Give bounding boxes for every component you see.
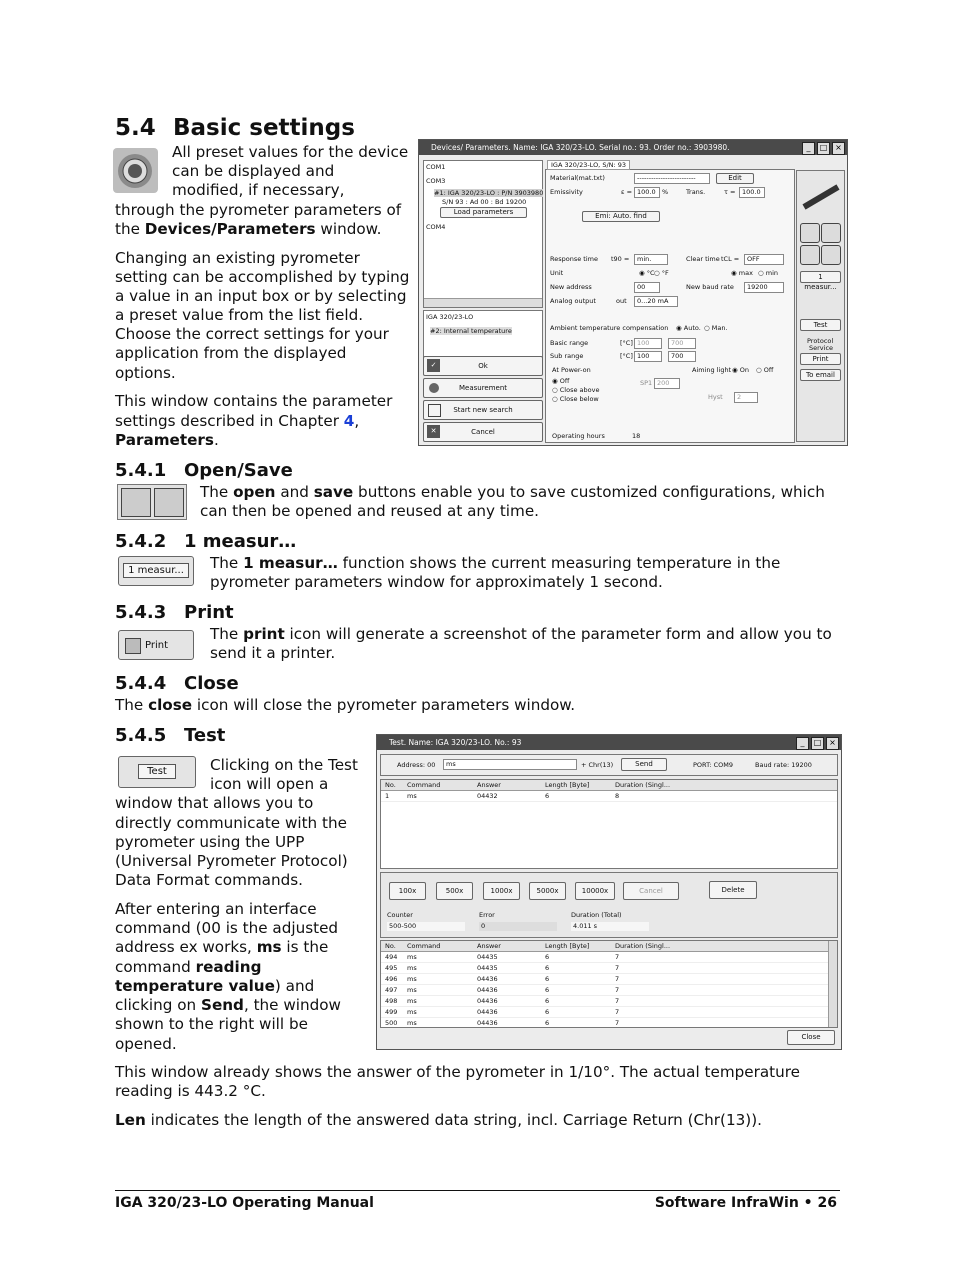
footer-left: IGA 320/23-LO Operating Manual (115, 1195, 374, 1211)
para2-line4: a preset value from the list field. (115, 306, 364, 324)
sub542-line2: pyrometer parameters window for approximately 1 second. (210, 573, 663, 591)
table-cell: 495 (385, 964, 398, 972)
sub543-line2: send it a printer. (210, 644, 336, 662)
address-select[interactable]: 00 (634, 282, 660, 293)
light-icon[interactable] (821, 223, 841, 243)
printer-icon (125, 638, 141, 654)
start-search-button[interactable]: Start new search (423, 400, 543, 420)
close-above-radio[interactable]: ○ Close above (552, 386, 600, 394)
para1-line2: can be displayed and (172, 162, 335, 180)
table-cell: 7 (615, 964, 620, 972)
measurement-icon (429, 383, 439, 393)
power-off-radio[interactable]: ◉ Off (552, 377, 570, 385)
close-icon[interactable]: × (826, 737, 839, 750)
table-cell: 497 (385, 986, 398, 994)
table-cell: 499 (385, 1008, 398, 1016)
device-tree: COM1 COM3 #1: IGA 320/23-LO : P/N 3903980 S/N 93 : Ad 00 : Bd 19200 Load parameters COM4 (423, 160, 543, 308)
repeat-result-table (380, 940, 838, 1028)
test-button[interactable]: Test (800, 319, 841, 331)
table-header: No. Command Answer Length [Byte] Duration (Singl... (381, 941, 837, 952)
table-row[interactable] (381, 1018, 837, 1029)
para1-line5: the Devices/Parameters window. (115, 220, 382, 238)
command-input[interactable]: ms (443, 759, 577, 770)
unit-f-radio[interactable]: ○ °F (654, 269, 669, 277)
repeat-500x-button[interactable]: 500x (436, 882, 473, 900)
tree-scrollbar[interactable] (424, 298, 542, 307)
refresh-icon[interactable] (800, 223, 820, 243)
internal-temp-entry[interactable]: #2: Internal temperature (430, 327, 512, 335)
sub543-line1: The print icon will generate a screenshot of the parameter form and allow you to (210, 625, 832, 643)
sp1-input: 200 (654, 378, 680, 389)
auto-radio[interactable]: ◉ Auto. (676, 324, 701, 332)
sub545-p2-l7: shown to the right will be (115, 1015, 308, 1033)
cancel-button[interactable]: ✕ Cancel (423, 422, 543, 442)
sensor-list: IGA 320/23-LO #2: Internal temperature (423, 310, 543, 358)
table-cell: 7 (615, 1008, 620, 1016)
sub545-p1-l4: directly communicate with the (115, 814, 347, 832)
save-icon (154, 488, 184, 517)
chapter-link[interactable]: 4 (343, 412, 355, 430)
para2-line7: options. (115, 364, 176, 382)
table-cell: 496 (385, 975, 398, 983)
ok-button[interactable]: ✓ Ok (423, 356, 543, 376)
response-time-select[interactable]: min. (634, 254, 668, 265)
sub544-heading: 5.4.4 Close (115, 673, 239, 694)
basic-range-to: 700 (668, 338, 696, 349)
table-cell: ms (407, 1008, 417, 1016)
sub545-p2-l6: clicking on Send, the window (115, 996, 341, 1014)
hyst-input: 2 (734, 392, 758, 403)
para2-line2: setting can be accomplished by typing (115, 268, 410, 286)
table-cell: 04435 (477, 953, 498, 961)
load-parameters-button[interactable]: Load parameters (440, 207, 527, 218)
print-icon-image: Print (118, 630, 194, 660)
table-row[interactable] (381, 974, 837, 985)
check-icon: ✓ (427, 359, 440, 372)
max-radio[interactable]: ◉ max (731, 269, 753, 277)
repeat-1000x-button[interactable]: 1000x (483, 882, 520, 900)
basic-range-from: 100 (634, 338, 662, 349)
sub545-p2-l2: command (00 is the adjusted (115, 919, 339, 937)
after-line2: reading is 443.2 °C. (115, 1082, 266, 1100)
table-cell: 7 (615, 975, 620, 983)
transmission-input[interactable]: 100.0 (739, 187, 765, 198)
counter-value: 500-500 (387, 922, 465, 931)
send-button[interactable]: Send (621, 758, 667, 771)
unit-c-radio[interactable]: ◉ °C (639, 269, 655, 277)
table-scrollbar[interactable] (828, 941, 837, 1027)
len-line: Len indicates the length of the answered data string, incl. Carriage Return (Chr(13)). (115, 1111, 762, 1129)
min-radio[interactable]: ○ min (758, 269, 779, 277)
para2-line5: Choose the correct settings for your (115, 325, 389, 343)
sub541-heading: 5.4.1 Open/Save (115, 460, 293, 481)
table-cell: 04436 (477, 997, 498, 1005)
params-toolbar: 1 measur... Test Protocol Service Print To email (796, 170, 845, 442)
para1-line3: modified, if necessary, (172, 181, 345, 199)
table-cell: 7 (615, 953, 620, 961)
repeat-panel: 100x 500x 1000x 5000x 10000x Cancel Delete Counter 500-500 Error 0 Duration (Total) 4.011 s (380, 872, 838, 938)
print-button[interactable]: Print (800, 353, 841, 365)
delete-button[interactable]: Delete (709, 881, 757, 899)
sub-range-to[interactable]: 700 (668, 351, 696, 362)
open-icon[interactable] (800, 245, 820, 265)
single-result-table (380, 779, 838, 869)
sub541-line1: The open and save buttons enable you to save customized configurations, which (200, 483, 825, 501)
measurement-button[interactable]: Measurement (423, 378, 543, 398)
open-icon (121, 488, 151, 517)
send-bar: Address: 00 ms + Chr(13) Send PORT: COM9 Baud rate: 19200 (380, 754, 838, 776)
table-cell: 6 (545, 986, 550, 994)
sub545-heading: 5.4.5 Test (115, 725, 226, 746)
search-icon (428, 404, 441, 417)
sub545-p1-l7: Data Format commands. (115, 871, 303, 889)
table-cell: 04436 (477, 975, 498, 983)
after-line1: This window already shows the answer of the pyrometer in 1/10°. The actual temperature (115, 1063, 800, 1081)
table-cell: 7 (615, 986, 620, 994)
minimize-icon[interactable]: _ (802, 142, 815, 155)
sub541-line2: can then be opened and reused at any time. (200, 502, 539, 520)
params-form: Material (mat.txt) ------------------------- Edit Emissivity ε = 100.0 % Trans. τ = 100.0 Emi: Auto. find Response time t90 = min. Clear time tCL = OFF Unit ◉ °C ○ °F ◉ max ○ min New address 00 New baud rate 19200 Analog output out 0...20 mA Ambient temperature compensation ◉ Auto. ○ Man. Basic range [°C] 100 700 Sub range [°C] 100 700 At Power-on Aiming light ◉ On ○ Off ◉ Off ○ Close above ○ Close below SP1 200 Hyst 2 Operating hours 18 (545, 169, 795, 443)
sub545-p2-l8: opened. (115, 1035, 177, 1053)
table-cell: 6 (545, 1019, 550, 1027)
baud-rate-select[interactable]: 19200 (744, 282, 784, 293)
para1-line1: All preset values for the device (172, 143, 409, 161)
sub545-p2-l5: temperature value) and (115, 977, 315, 995)
sub545-p1-l2: icon will open a (210, 775, 329, 793)
table-cell: ms (407, 986, 417, 994)
minimize-icon[interactable]: _ (796, 737, 809, 750)
footer-rule (115, 1190, 840, 1191)
test-icon-image: Test (118, 756, 196, 788)
params-window (418, 139, 848, 446)
para3-line1: This window contains the parameter (115, 392, 393, 410)
table-header: No. Command Answer Length [Byte] Duration (Singl... (381, 780, 837, 791)
table-cell: 494 (385, 953, 398, 961)
sub545-p1-l6: (Universal Pyrometer Protocol) (115, 852, 348, 870)
maximize-icon[interactable]: □ (817, 142, 830, 155)
table-cell: ms (407, 975, 417, 983)
emissivity-input[interactable]: 100.0 (634, 187, 660, 198)
sub545-p1-l3: window that allows you to (115, 794, 314, 812)
measure-icon-image: 1 measur... (118, 556, 194, 586)
material-select[interactable]: ------------------------- (634, 173, 710, 184)
params-titlebar: Devices/ Parameters. Name: IGA 320/23-LO. Serial no.: 93. Order no.: 3903980. _ □ × (419, 140, 847, 155)
table-cell: 6 (545, 964, 550, 972)
table-cell: ms (407, 953, 417, 961)
table-cell: ms (407, 964, 417, 972)
table-row[interactable] (381, 952, 837, 963)
device-entry[interactable]: #1: IGA 320/23-LO : P/N 3903980 (434, 189, 544, 197)
open-save-icons (117, 484, 187, 520)
table-row[interactable] (381, 996, 837, 1007)
save-icon[interactable] (821, 245, 841, 265)
sub542-heading: 5.4.2 1 measur… (115, 531, 297, 552)
table-cell: 04435 (477, 964, 498, 972)
error-value: 0 (479, 922, 557, 931)
duration-value: 4.011 s (571, 922, 649, 931)
para3-line3: Parameters. (115, 431, 219, 449)
edit-button[interactable]: Edit (716, 173, 754, 184)
sub542-line1: The 1 measur… function shows the current measuring temperature in the (210, 554, 781, 572)
section-number: 5.4 (115, 115, 156, 141)
man-radio[interactable]: ○ Man. (704, 324, 728, 332)
aiming-off-radio[interactable]: ○ Off (756, 366, 774, 374)
sub545-p2-l3: address ex works, ms is the (115, 938, 329, 956)
table-cell: 500 (385, 1019, 398, 1027)
table-cell: ms (407, 1019, 417, 1027)
x-icon: ✕ (427, 425, 440, 438)
repeat-100x-button[interactable]: 100x (389, 882, 426, 900)
table-cell: 6 (545, 1008, 550, 1016)
table-row[interactable] (381, 985, 837, 996)
sub545-p2-l1: After entering an interface (115, 900, 317, 918)
table-cell: 6 (545, 975, 550, 983)
cancel-button: Cancel (623, 882, 679, 900)
section-title: Basic settings (173, 115, 355, 141)
pyrometer-icon (800, 181, 840, 211)
close-button[interactable]: Close (787, 1030, 835, 1045)
sub545-p1-l5: pyrometer using the UPP (115, 833, 305, 851)
table-cell: ms (407, 997, 417, 1005)
device-tab[interactable]: IGA 320/23-LO, S/N: 93 (547, 160, 630, 170)
email-button[interactable]: To email (800, 369, 841, 381)
repeat-10000x-button[interactable]: 10000x (575, 882, 615, 900)
sub543-heading: 5.4.3 Print (115, 602, 234, 623)
maximize-icon[interactable]: □ (811, 737, 824, 750)
repeat-5000x-button[interactable]: 5000x (529, 882, 566, 900)
table-cell: 04436 (477, 1019, 498, 1027)
table-cell: 6 (545, 997, 550, 1005)
test-titlebar: Test. Name: IGA 320/23-LO. No.: 93 _ □ × (377, 735, 841, 750)
para3-line2: settings described in Chapter 4, (115, 412, 360, 430)
para2-line3: a value in an input box or by selecting (115, 287, 407, 305)
section-heading (115, 115, 355, 141)
analog-output-select[interactable]: 0...20 mA (634, 296, 678, 307)
emi-auto-find-button[interactable]: Emi: Auto. find (582, 211, 660, 222)
table-cell: 498 (385, 997, 398, 1005)
table-cell: 04436 (477, 1008, 498, 1016)
clear-time-select[interactable]: OFF (744, 254, 784, 265)
table-row[interactable] (381, 963, 837, 974)
measure-button[interactable]: 1 measur... (800, 271, 841, 283)
para2-line1: Changing an existing pyrometer (115, 249, 360, 267)
sub-range-from[interactable]: 100 (634, 351, 662, 362)
sub544-line1: The close icon will close the pyrometer parameters window. (115, 696, 576, 714)
table-row[interactable] (381, 1007, 837, 1018)
table-cell: 6 (545, 953, 550, 961)
para2-line6: application from the displayed (115, 344, 347, 362)
test-window (376, 734, 842, 1050)
table-cell: 7 (615, 1019, 620, 1027)
para1-line4: through the pyrometer parameters of (115, 201, 402, 219)
close-below-radio[interactable]: ○ Close below (552, 395, 599, 403)
sub545-p2-l4: command reading (115, 958, 262, 976)
aiming-on-radio[interactable]: ◉ On (732, 366, 749, 374)
sub545-p1-l1: Clicking on the Test (210, 756, 358, 774)
settings-knob-icon (113, 148, 158, 193)
table-cell: 04436 (477, 986, 498, 994)
close-icon[interactable]: × (832, 142, 845, 155)
table-cell: 7 (615, 997, 620, 1005)
table-row[interactable]: 1 ms 04432 6 8 (381, 791, 837, 802)
footer-right: Software InfraWin • 26 (654, 1195, 837, 1211)
repeat-rows (381, 952, 837, 1029)
